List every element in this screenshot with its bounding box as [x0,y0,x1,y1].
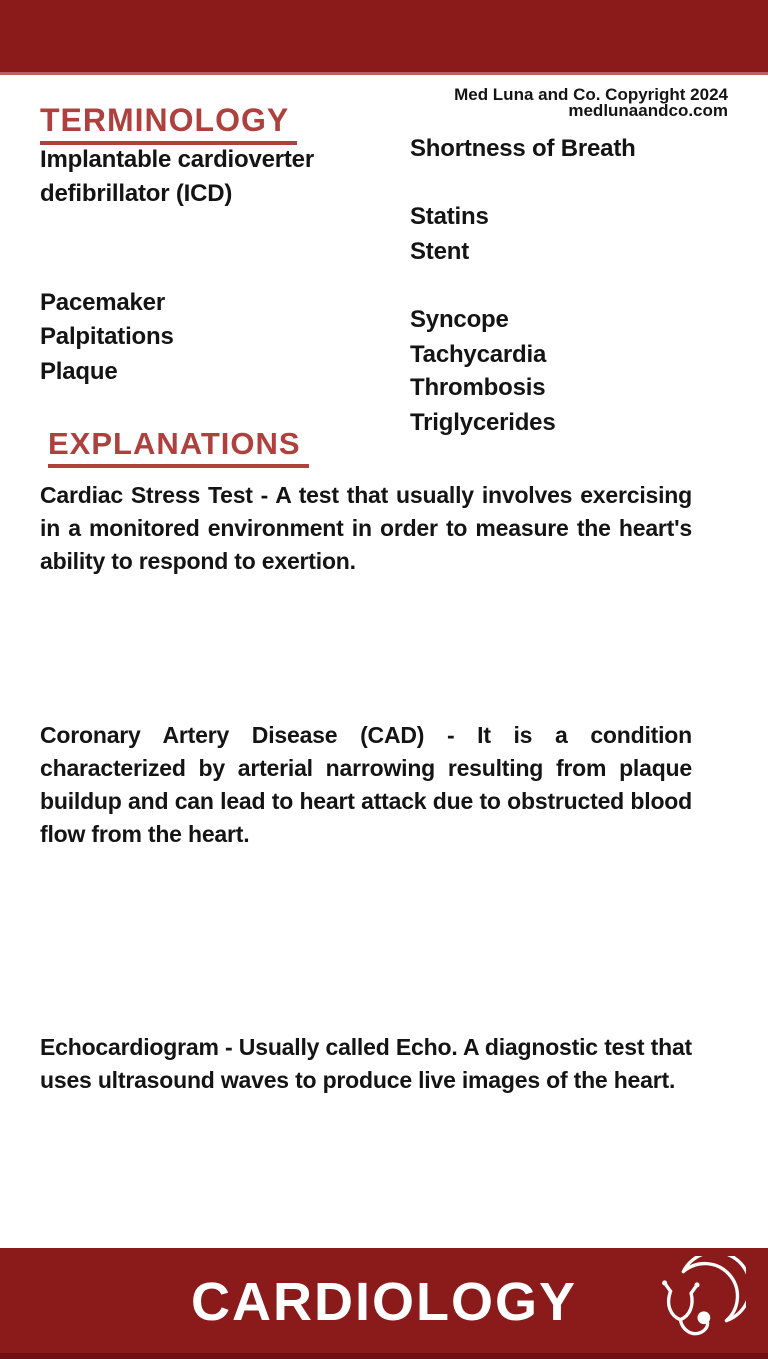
term-thrombosis: Thrombosis [410,374,546,401]
footer-title: CARDIOLOGY [190,1271,577,1332]
term-tachycardia: Tachycardia [410,341,547,368]
footer-banner [0,1248,768,1359]
website-text: medlunaandco.com [568,101,728,120]
footer-bottom-strip [0,1353,768,1359]
explanation-coronary-artery-disease: Coronary Artery Disease (CAD) - It is a condition characterized by arterial narrowing resulting from plaque buildup and can lead to heart attack due to obstructed blood flow from the heart. [40,722,692,847]
term-palpitations: Palpitations [40,323,174,350]
term-statins: Statins [410,203,489,230]
explanations-heading: EXPLANATIONS [48,428,309,468]
term-pacemaker: Pacemaker [40,289,165,316]
explanation-echocardiogram: Echocardiogram - Usually called Echo. A diagnostic test that uses ultrasound waves to produce live images of the heart. [40,1034,692,1093]
term-syncope: Syncope [410,306,509,333]
copyright-block [454,87,728,119]
term-implantable-cardioverter-defibrillator: Implantable cardioverter defibrillator (ICD) [40,146,314,207]
terminology-heading: TERMINOLOGY [40,104,297,145]
term-triglycerides: Triglycerides [410,409,556,436]
moon-stethoscope-logo-icon [648,1256,746,1354]
term-stent: Stent [410,238,470,265]
term-shortness-of-breath: Shortness of Breath [410,135,636,162]
top-banner [0,0,768,75]
term-plaque: Plaque [40,358,118,385]
copyright-text: Med Luna and Co. Copyright 2024 [454,85,728,104]
explanation-cardiac-stress-test: Cardiac Stress Test - A test that usually involves exercising in a monitored environment in order to measure the heart's ability to respond to exertion. [40,482,692,574]
